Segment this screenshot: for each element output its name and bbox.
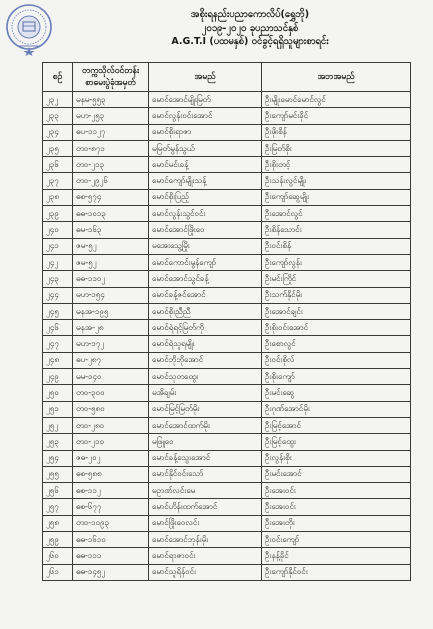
table-row <box>43 189 411 205</box>
student-name: မောင်ခန့်ဇင်အောင် <box>149 287 262 303</box>
college-seal-icon <box>4 2 54 56</box>
row-number: ၂၅၈ <box>43 515 73 531</box>
row-number: ၂၄၄ <box>43 287 73 303</box>
father-name: ဦးမင်းကြိုင် <box>262 271 411 287</box>
row-number: ၂၃၅ <box>43 140 73 156</box>
father-name: ဦးစိန်သောင်း <box>262 222 411 238</box>
student-name: မောင်အောင်မျိုးမြတ် <box>149 92 262 108</box>
exam-seat-number: တဝ-၃၀၀ <box>73 385 149 401</box>
table-row <box>43 548 411 564</box>
table-row <box>43 140 411 156</box>
student-name: မောင်စိုးပြည့် <box>149 189 262 205</box>
row-number: ၂၅၆ <box>43 483 73 499</box>
student-name: မဥာဏ်လင်းမေ <box>149 483 262 499</box>
exam-seat-number: ဓစ-၅၇၄ <box>73 189 149 205</box>
father-name: ဦးကျော်မင်းခိုင် <box>262 108 411 124</box>
document-header <box>90 8 410 49</box>
table-row <box>43 450 411 466</box>
table-row <box>43 417 411 433</box>
father-name: ဦးသက်နိုင်မိုး <box>262 287 411 303</box>
student-name: မောင်အောင်သွင်ခန့် <box>149 271 262 287</box>
row-number: ၂၅၄ <box>43 450 73 466</box>
table-header-row <box>43 63 411 92</box>
row-number: ၂၅၁ <box>43 401 73 417</box>
col-header-father-name: အဘအမည် <box>262 63 411 92</box>
father-name: ဦးဝင်းစိုလ် <box>262 352 411 368</box>
row-number: ၂၆၀ <box>43 548 73 564</box>
student-name: မောင်ဖြိုးဝေလင်း <box>149 515 262 531</box>
table-row <box>43 434 411 450</box>
row-number: ၂၄၃ <box>43 271 73 287</box>
father-name: ဦးနန့်ခိုင် <box>262 548 411 564</box>
student-name: မဖြူဝေ <box>149 434 262 450</box>
table-row <box>43 336 411 352</box>
father-name: ဦးမြတ်စိုး <box>262 140 411 156</box>
table-row <box>43 320 411 336</box>
student-name: မောင်အောင်ဘုန်းမိုး <box>149 532 262 548</box>
student-name: မောင်စိုးရာဇာ <box>149 124 262 140</box>
student-name: မောင်စိုးညီညီ <box>149 303 262 319</box>
row-number: ၂၄၅ <box>43 303 73 319</box>
table-row <box>43 173 411 189</box>
exam-seat-number: ဓဓ-၁၄၅၂ <box>73 564 149 580</box>
student-name: မောင်ကောင်းမွန်ကျော် <box>149 254 262 270</box>
table-row <box>43 499 411 515</box>
table-row <box>43 254 411 270</box>
student-name: မောင်သုတထွေး <box>149 369 262 385</box>
father-name: ဦးသန်းလွင်မျိုး <box>262 173 411 189</box>
student-name: မအေးသွေ့မြိုး <box>149 238 262 254</box>
student-name: မောင်အောင်ထက်မိုး <box>149 417 262 433</box>
exam-seat-number: ဓစ-၆၇၇ <box>73 499 149 515</box>
admission-table <box>42 62 411 581</box>
father-name: ဦးကျော်လွန်း <box>262 254 411 270</box>
row-number: ၂၅၉ <box>43 532 73 548</box>
row-number: ၂၅၂ <box>43 417 73 433</box>
father-name: ဦးဝင်းစိန် <box>262 238 411 254</box>
row-number: ၂၄၁ <box>43 238 73 254</box>
student-name: မောင်ဘိုဘိုအောင် <box>149 352 262 368</box>
row-number: ၂၃၂ <box>43 92 73 108</box>
row-number: ၂၃၆ <box>43 157 73 173</box>
table-row <box>43 532 411 548</box>
list-title: A.G.T.I (ပထမနှစ်) ဝင်ခွင့်ရရှိသူများစာရင်း <box>171 36 329 47</box>
row-number: ၂၅၃ <box>43 434 73 450</box>
father-name: ဦးစိုးဝင်းအောင် <box>262 320 411 336</box>
table-row <box>43 515 411 531</box>
father-name: ဦးအောင်လွင် <box>262 206 411 222</box>
row-number: ၂၄၇ <box>43 336 73 352</box>
father-name: ဦးမြင့်ထွေး <box>262 434 411 450</box>
father-name: ဦးမင်းဆွေ <box>262 385 411 401</box>
student-name: မအိချမ်း <box>149 385 262 401</box>
father-name: ဦးဖိုးစိန် <box>262 124 411 140</box>
exam-seat-number: တဝ-၅၈၀ <box>73 401 149 417</box>
father-name: ဦးကျော်ဆွေမျိုး <box>262 189 411 205</box>
row-number: ၂၅၅ <box>43 466 73 482</box>
student-name: မောင်လွန်းဝင်းအောင် <box>149 108 262 124</box>
row-number: ၂၅၇ <box>43 499 73 515</box>
student-name: မောင်ဟိန်းထက်အောင် <box>149 499 262 515</box>
student-name: မောင်ရာဇာဝင်း <box>149 548 262 564</box>
father-name: ဦးအေးဝင်း <box>262 499 411 515</box>
father-name: ဦးမြင့်အောင် <box>262 417 411 433</box>
exam-seat-number: ဇမ-၅၂ <box>73 238 149 254</box>
row-number: ၂၄၈ <box>43 352 73 368</box>
exam-seat-number: တဝ-၂၈၀ <box>73 417 149 433</box>
table-row <box>43 385 411 401</box>
exam-seat-number: မမ-၁၄၀ <box>73 369 149 385</box>
exam-seat-number: ဇမ-၅၂ <box>73 254 149 270</box>
academic-year: ၂၀၁၉-၂၀၂၀ ခုပညာသင်နှစ် <box>201 23 299 34</box>
row-number: ၂၃၇ <box>43 173 73 189</box>
table-row <box>43 564 411 580</box>
student-name: မောင်နိုင်ဝင်းသော် <box>149 466 262 482</box>
table-row <box>43 287 411 303</box>
row-number: ၂၃၃ <box>43 108 73 124</box>
student-name: မောင်မြင့်မြတ်မိုး <box>149 401 262 417</box>
table-row <box>43 206 411 222</box>
col-header-exam-id: တက္ကသိုလ်ဝင်တန်း စာမေးပွဲခုံအမှတ် <box>73 63 149 92</box>
exam-seat-number: မဟ-၁၅၄ <box>73 287 149 303</box>
father-name: ဦးဂုဏ်အောင်မိုး <box>262 401 411 417</box>
table-row <box>43 352 411 368</box>
table-row <box>43 483 411 499</box>
exam-seat-number: ဓမ-၁၆၃ <box>73 222 149 238</box>
student-name: မောင်အောင်ဖြိုးဝေ <box>149 222 262 238</box>
row-number: ၂၃၈ <box>43 189 73 205</box>
student-name: မမြတ်မွန်သွယ် <box>149 140 262 156</box>
college-name: အစိုးရနည်းပညာကောလိပ်(ရွှေဘို) <box>190 9 310 20</box>
father-name: ဦးအေးဝင်း <box>262 483 411 499</box>
row-number: ၂၃၄ <box>43 124 73 140</box>
father-name: ဦးစောလွင် <box>262 336 411 352</box>
exam-seat-number: မနအ-၁၉၅ <box>73 303 149 319</box>
father-name: ဦးစိုးကျော် <box>262 369 411 385</box>
student-name: မောင်ခန့်သွေးအောင် <box>149 450 262 466</box>
row-number: ၂၄၆ <box>43 320 73 336</box>
father-name: ဦးမင်းအောင် <box>262 466 411 482</box>
exam-seat-number: တဝ-၂၁၃ <box>73 157 149 173</box>
table-row <box>43 369 411 385</box>
row-number: ၂၃၉ <box>43 206 73 222</box>
table-row <box>43 92 411 108</box>
exam-seat-number: ဓစ-၁၁၂ <box>73 483 149 499</box>
exam-seat-number: ဇဓ-၂၀၂ <box>73 450 149 466</box>
exam-seat-number: မနမ-၅၅၃ <box>73 92 149 108</box>
table-row <box>43 401 411 417</box>
exam-seat-number: မနအ-၂၈ <box>73 320 149 336</box>
exam-seat-number: မဟ-၁၇၂ <box>73 336 149 352</box>
father-name: ဦးလွန်းစိုး <box>262 450 411 466</box>
row-number: ၂၆၁ <box>43 564 73 580</box>
student-name: မောင်ကျော်မျိုးသန့် <box>149 173 262 189</box>
col-header-name: အမည် <box>149 63 262 92</box>
father-name: ဦးအောင်ချင်း <box>262 303 411 319</box>
exam-seat-number: ဓဓ-၁၆၁၀ <box>73 532 149 548</box>
exam-seat-number: ဓပ-၂၈၇ <box>73 352 149 368</box>
exam-seat-number: မဟ-၂၅၃ <box>73 108 149 124</box>
father-name: ဦးစိုးတင့် <box>262 157 411 173</box>
father-name: ဦးမျိုးမောင်မောင်လွင် <box>262 92 411 108</box>
exam-seat-number: ဓပ-၁၁၂၇ <box>73 124 149 140</box>
student-name: မောင်လွန်းသွင်ဝင်း <box>149 206 262 222</box>
exam-seat-number: ဓဓ-၁၁၀၂ <box>73 271 149 287</box>
exam-seat-number: တဝ-၂၉၂၆ <box>73 173 149 189</box>
exam-seat-number: ဓစ-၅၈၈ <box>73 466 149 482</box>
exam-seat-number: ဓဓ-၁၀၁၃ <box>73 206 149 222</box>
row-number: ၂၄၀ <box>43 222 73 238</box>
table-row <box>43 238 411 254</box>
student-name: မောင်ရဲသူရမျိုး <box>149 336 262 352</box>
table-row <box>43 466 411 482</box>
father-name: ဦးကျော်နိုင်ဝင်း <box>262 564 411 580</box>
table-row <box>43 157 411 173</box>
exam-seat-number: ဓဓ-၁၁၁ <box>73 548 149 564</box>
exam-seat-number: တဝ-၈၇၁ <box>73 140 149 156</box>
row-number: ၂၅၀ <box>43 385 73 401</box>
table-row <box>43 271 411 287</box>
row-number: ၂၄၂ <box>43 254 73 270</box>
exam-seat-number: တဝ-၂၁၀ <box>73 434 149 450</box>
table-row <box>43 222 411 238</box>
exam-seat-number: တဝ-၁၀၉၃ <box>73 515 149 531</box>
col-header-no: စဉ် <box>43 63 73 92</box>
student-name: မောင်မင်းခန့် <box>149 157 262 173</box>
table-row <box>43 303 411 319</box>
row-number: ၂၄၉ <box>43 369 73 385</box>
table-row <box>43 124 411 140</box>
father-name: ဦးဝင်းကျော် <box>262 532 411 548</box>
table-row <box>43 108 411 124</box>
father-name: ဦးအေးတိုး <box>262 515 411 531</box>
student-name: မောင်ရဲရင့်မြတ်ကို <box>149 320 262 336</box>
student-name: မောင်သူရိန်ဝင်း <box>149 564 262 580</box>
